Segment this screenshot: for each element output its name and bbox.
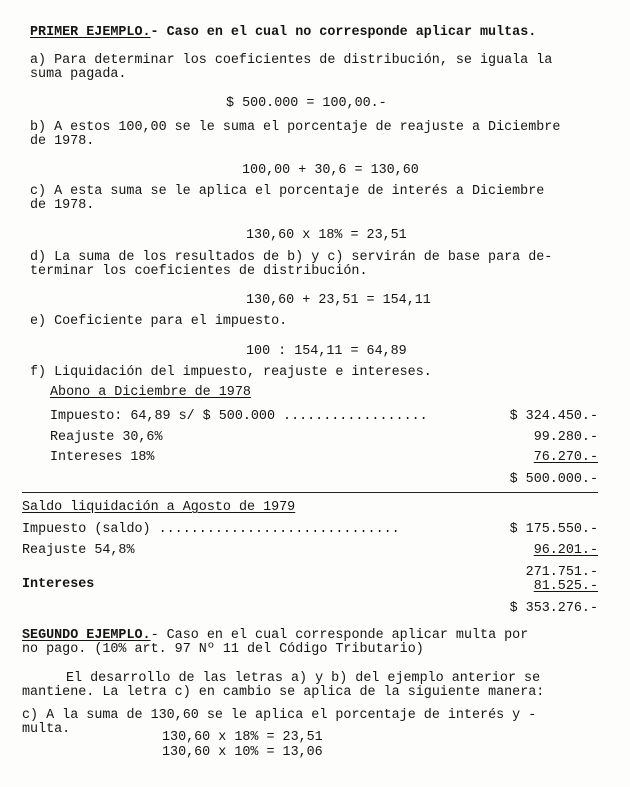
- step-b-line-2: de 1978.: [30, 134, 95, 149]
- example-2-title-line-2: no pago. (10% art. 97 Nº 11 del Código Tributario): [22, 642, 424, 657]
- saldo-heading: Saldo liquidación a Agosto de 1979: [22, 500, 296, 515]
- saldo-row-impuesto-amount: $ 175.550.-: [509, 522, 598, 537]
- equation-a: $ 500.000 = 100,00.-: [226, 96, 387, 111]
- saldo-intereses-amount: 81.525.-: [533, 579, 598, 594]
- example-2-paragraph-line-2: mantiene. La letra c) en cambio se aplica de la siguiente manera:: [22, 685, 545, 700]
- step-b-line-1: b) A estos 100,00 se le suma el porcentaje de reajuste a Diciembre: [30, 120, 561, 135]
- equation-b: 100,00 + 30,6 = 130,60: [242, 163, 419, 178]
- example-2-paragraph-line-1: El desarrollo de las letras a) y b) del ejemplo anterior se: [66, 671, 541, 686]
- abono-row-reajuste-amount: 99.280.-: [533, 430, 598, 445]
- saldo-intereses-label: Intereses: [22, 577, 95, 592]
- example-2-heading: [22, 629, 528, 643]
- abono-row-intereses-amount: 76.270.-: [533, 450, 598, 465]
- saldo-row-impuesto-label: Impuesto (saldo) ..............................: [22, 522, 400, 537]
- step-e-line: e) Coeficiente para el impuesto.: [30, 314, 288, 329]
- step-a-line-2: suma pagada.: [30, 67, 127, 82]
- saldo-row-reajuste-amount: 96.201.-: [533, 543, 598, 558]
- equation-d: 130,60 + 23,51 = 154,11: [246, 293, 431, 308]
- example-2-step-c-line-2: multa.: [22, 722, 71, 737]
- example-2-title: SEGUNDO EJEMPLO.: [22, 628, 151, 643]
- step-a-line-1: a) Para determinar los coeficientes de distribución, se iguala la: [30, 53, 553, 68]
- abono-row-intereses-label: Intereses 18%: [50, 450, 155, 465]
- step-f-line: f) Liquidación del impuesto, reajuste e intereses.: [30, 365, 432, 380]
- example-2-equation-1: 130,60 x 18% = 23,51: [162, 730, 323, 745]
- example-2-title-rest: - Caso en el cual corresponde aplicar multa por: [150, 628, 529, 643]
- abono-row-impuesto-amount: $ 324.450.-: [509, 409, 598, 424]
- equation-e: 100 : 154,11 = 64,89: [246, 344, 407, 359]
- example-1-title-rest: - Caso en el cual no corresponde aplicar multas.: [150, 25, 537, 40]
- example-1-heading: [30, 26, 536, 40]
- step-c-line-1: c) A esta suma se le aplica el porcentaje de interés a Diciembre: [30, 184, 545, 199]
- saldo-subtotal: 271.751.-: [525, 565, 598, 580]
- saldo-row-reajuste-label: Reajuste 54,8%: [22, 543, 135, 558]
- abono-heading: Abono a Diciembre de 1978: [50, 385, 251, 400]
- step-c-line-2: de 1978.: [30, 198, 95, 213]
- step-d-line-1: d) La suma de los resultados de b) y c) servirán de base para de-: [30, 250, 553, 265]
- step-d-line-2: terminar los coeficientes de distribución.: [30, 264, 368, 279]
- example-2-step-c-line-1: c) A la suma de 130,60 se le aplica el porcentaje de interés y -: [22, 708, 537, 723]
- abono-total: $ 500.000.-: [509, 472, 598, 487]
- saldo-total: $ 353.276.-: [509, 601, 598, 616]
- section-divider: [22, 492, 598, 493]
- abono-row-reajuste-label: Reajuste 30,6%: [50, 430, 163, 445]
- example-2-equation-2: 130,60 x 10% = 13,06: [162, 745, 323, 760]
- abono-row-impuesto-label: Impuesto: 64,89 s/ $ 500.000 ..................: [50, 409, 428, 424]
- example-1-title: PRIMER EJEMPLO.: [30, 25, 151, 40]
- equation-c: 130,60 x 18% = 23,51: [246, 228, 407, 243]
